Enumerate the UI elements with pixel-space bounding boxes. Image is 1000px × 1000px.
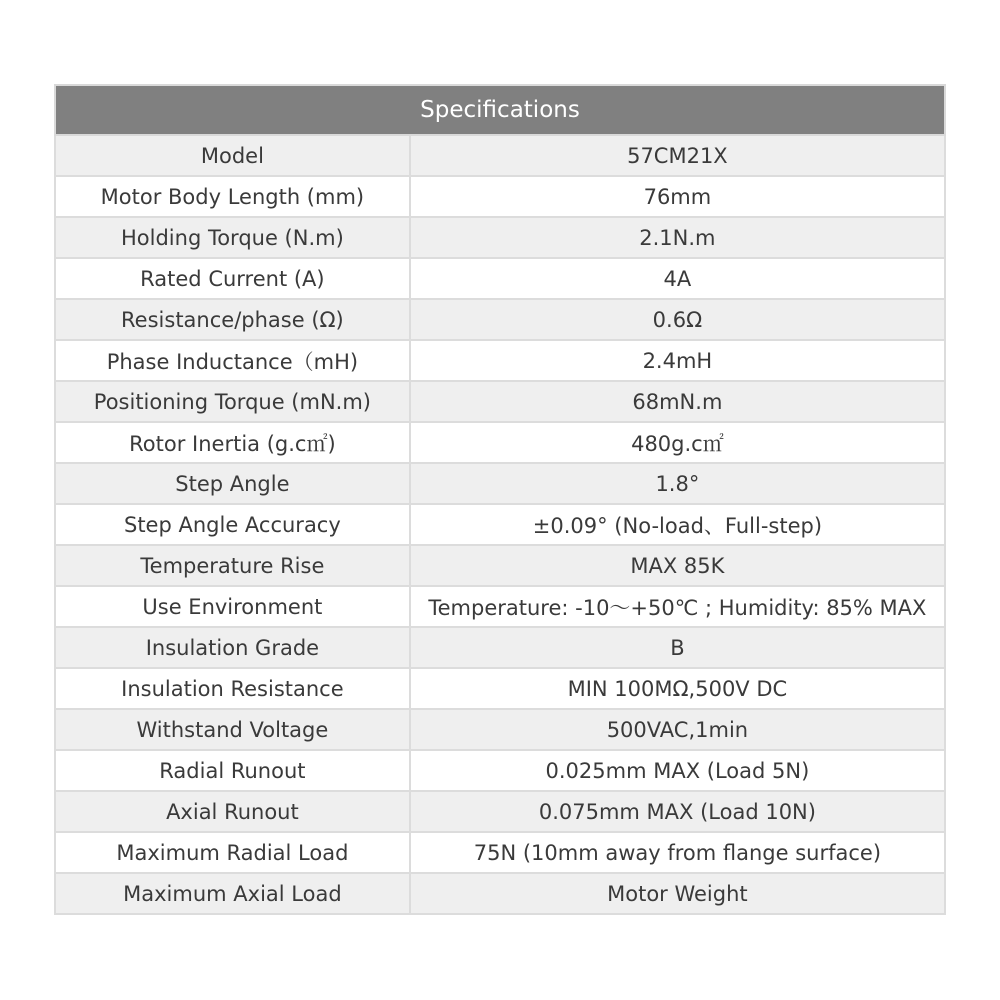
spec-parameter-cell: Radial Runout [55,750,410,791]
table-title: Specifications [55,85,945,135]
table-row [55,463,945,504]
spec-parameter-cell: Model [55,135,410,176]
spec-parameter-cell: Axial Runout [55,791,410,832]
spec-parameter-cell: Step Angle Accuracy [55,504,410,545]
table-row [55,545,945,586]
table-row [55,873,945,914]
spec-value-cell: 76mm [410,176,945,217]
table-body [55,135,945,914]
table-row [55,791,945,832]
spec-value-cell: 1.8° [410,463,945,504]
table-row [55,258,945,299]
spec-value-cell: 480g.c㎡ [410,422,945,463]
table-row [55,340,945,381]
table-row [55,627,945,668]
spec-value-cell: 57CM21X [410,135,945,176]
spec-value-cell: 2.4mH [410,340,945,381]
table-row [55,422,945,463]
table-header-row [55,85,945,135]
spec-parameter-cell: Use Environment [55,586,410,627]
spec-parameter-cell: Holding Torque (N.m) [55,217,410,258]
spec-parameter-cell: Phase Inductance（mH) [55,340,410,381]
spec-parameter-cell: Step Angle [55,463,410,504]
spec-parameter-cell: Insulation Resistance [55,668,410,709]
spec-parameter-cell: Withstand Voltage [55,709,410,750]
spec-parameter-cell: Insulation Grade [55,627,410,668]
table-row [55,299,945,340]
spec-value-cell: 4A [410,258,945,299]
spec-value-cell: 0.6Ω [410,299,945,340]
table-row [55,709,945,750]
table-row [55,832,945,873]
spec-value-cell: 0.025mm MAX (Load 5N) [410,750,945,791]
spec-parameter-cell: Rated Current (A) [55,258,410,299]
spec-value-cell: 75N (10mm away from flange surface) [410,832,945,873]
spec-value-cell: 500VAC,1min [410,709,945,750]
spec-value-cell: ±0.09° (No-load、Full-step) [410,504,945,545]
table-row [55,668,945,709]
spec-value-cell: MAX 85K [410,545,945,586]
spec-value-cell: Motor Weight [410,873,945,914]
specifications-table [54,84,946,915]
table-row [55,135,945,176]
table-row [55,381,945,422]
table-row [55,750,945,791]
table-row [55,217,945,258]
spec-value-cell: Temperature: -10～+50℃ ; Humidity: 85% MAX [410,586,945,627]
table-row [55,504,945,545]
spec-parameter-cell: Positioning Torque (mN.m) [55,381,410,422]
spec-parameter-cell: Maximum Radial Load [55,832,410,873]
spec-parameter-cell: Maximum Axial Load [55,873,410,914]
table-row [55,586,945,627]
spec-parameter-cell: Temperature Rise [55,545,410,586]
spec-parameter-cell: Motor Body Length (mm) [55,176,410,217]
spec-parameter-cell: Rotor Inertia (g.c㎡) [55,422,410,463]
spec-parameter-cell: Resistance/phase (Ω) [55,299,410,340]
table-row [55,176,945,217]
spec-value-cell: MIN 100MΩ,500V DC [410,668,945,709]
spec-value-cell: B [410,627,945,668]
spec-value-cell: 68mN.m [410,381,945,422]
spec-value-cell: 0.075mm MAX (Load 10N) [410,791,945,832]
spec-value-cell: 2.1N.m [410,217,945,258]
